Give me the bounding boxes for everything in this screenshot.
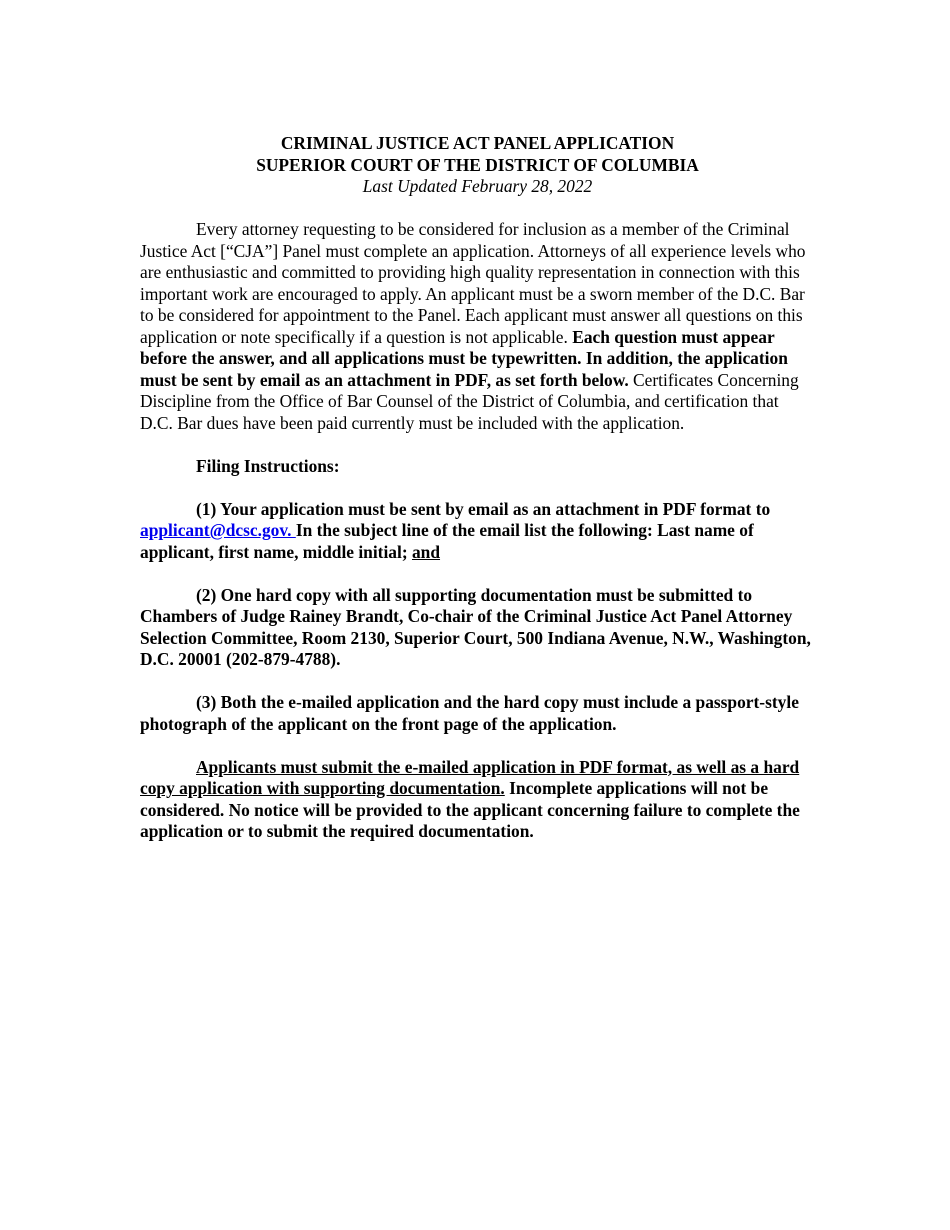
last-updated-date: Last Updated February 28, 2022 [362, 176, 593, 196]
filing-item-2: (2) One hard copy with all supporting documentation must be submitted to Chambers of Judge Rainey Brandt, Co-chair of the Criminal Justice Act Panel Attorney Selection Committee, Room 2130, Superior Court, 500 Indiana Avenue, N.W., Washington, D.C. 20001 (202-879-4788). [140, 584, 811, 669]
closing-underlined-requirement: Applicants must submit the e-mailed application in PDF format, as well as a hard copy application with supporting documentation. [140, 756, 800, 798]
filing-item-3: (3) Both the e-mailed application and the hard copy must include a passport-style photograph of the applicant on the front page of the application. [140, 692, 799, 734]
filing-item-1-and: and [411, 541, 441, 562]
filing-item-1-suffix: In the subject line of the email list the following: Last name of applicant, first name, middle initial; [140, 520, 754, 562]
filing-item-1 [140, 499, 815, 564]
closing-rest: Incomplete applications will not be considered. No notice will be provided to the applicant concerning failure to complete the application or to submit the required documentation. [140, 778, 800, 841]
filing-instructions-heading: Filing Instructions: [196, 455, 340, 476]
intro-paragraph [140, 219, 815, 434]
closing-paragraph [140, 757, 815, 843]
filing-item-1-prefix: (1) Your application must be sent by email as an attachment in PDF format to [196, 498, 771, 519]
spacer [140, 735, 815, 757]
document-page [140, 133, 815, 843]
spacer [140, 671, 815, 693]
title-line-2: SUPERIOR COURT OF THE DISTRICT OF COLUMBIA [256, 154, 699, 175]
intro-bold-requirements: Each question must appear before the answer, and all applications must be typewritten. In addition, the application must be sent by email as an attachment in PDF, as set forth below. [140, 326, 788, 390]
title-line-1: CRIMINAL JUSTICE ACT PANEL APPLICATION [280, 133, 675, 153]
spacer [140, 434, 815, 456]
intro-text-1: Every attorney requesting to be considered for inclusion as a member of the Criminal Justice Act [“CJA”] Panel must complete an application. Attorneys of all experience levels who are enthusiastic and committed to providing high quality representation in connection with this important work are encouraged to apply. An applicant must be a sworn member of the D.C. Bar to be considered for appointment to the Panel. Each applicant must answer all questions on this application or note specifically if a question is not applicable. [140, 219, 806, 347]
applicant-email-link[interactable]: applicant@dcsc.gov. [140, 520, 296, 540]
intro-text-2: Certificates Concerning Discipline from the Office of Bar Counsel of the District of Columbia, and certification that D.C. Bar dues have been paid currently must be included with the application. [140, 369, 799, 433]
spacer [140, 198, 815, 220]
spacer [140, 563, 815, 585]
spacer [140, 477, 815, 499]
document-header [140, 133, 815, 198]
